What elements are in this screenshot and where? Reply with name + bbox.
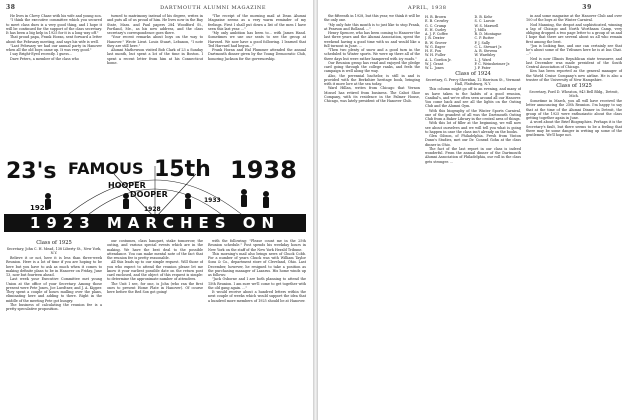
paragraph: With this biography of the Winter Sports Carnival, one of the grandest of all was the Dartmouth Outing Club from a Baker Library in the central area of things. <box>425 108 521 121</box>
paragraph: with the following: "Please count me in the 25th Reunion schedule." Post spends his weekday hours in New York on the staff of the New York Herald Tribune. <box>208 239 306 252</box>
paragraph: Glen Gibson, of Philadelphia. Fresh from Vinton Dunn's Studies, met our Dr. Conrad Gohn at the class dinner in Ohio. <box>425 134 521 147</box>
paragraph: "Jon is looking fine, and one can certainly see that he's about some of the Tribunes here he is at Inn Chat. ..." <box>526 43 622 57</box>
paragraph: "Last February we had our annual party in Hanover when all the old boys came up. It was very good." <box>6 43 102 52</box>
roster-name: J. Mills <box>474 27 487 32</box>
secretary-line: Secretary, John C. H. Mead, 138 Liberty St., New York, N.Y. <box>6 246 102 255</box>
left-upper-column-2 <box>107 14 203 150</box>
class-heading: Class of 1924 <box>455 71 491 78</box>
left-lower-column-1 <box>6 239 102 417</box>
roster-name: W. L. Jones <box>425 66 444 70</box>
roster-name: L. J. Ward <box>474 57 492 62</box>
right-column-2 <box>425 14 521 417</box>
paragraph: The business of calculating the reunion fee is a pretty speculative proposition. <box>6 302 102 311</box>
paragraph: Ward Hillan, writes from Chicago that Vernon Mossel has retired from business. The Cabot Shoe Company, with its residence in the Palmer House, Chicago, was lately president of the Hanover Club. <box>324 86 420 103</box>
paragraph: Also, the perennial bachelor, is still in and is provided with the Berkshire heritage book, bringing with it more lore at the sea today. <box>324 73 420 86</box>
paragraph: "Jack Osborne and I are both planning to attend the 15th Reunion. I am sure we'll come to get together with the old gang again. ..." <box>208 277 306 290</box>
roster-name: E. H. Curley <box>425 27 447 32</box>
paragraph: With this lot of filler at the beginning, we will now see about ourselves and we will tell you what is going to happen in case the class isn't already on the books. <box>425 121 521 134</box>
banner-word-dooper: DOOPER <box>130 190 168 199</box>
banner-word-1938: 1938 <box>230 156 297 184</box>
paragraph: "My only fate this month is to just like to stop Frank, at Pearson and Rolland. ..." <box>324 22 420 31</box>
paragraph: "Your recent remarks about boys on the way to Hanover." Wrote Lieut. Louis Stuart, Lebanon, "I note they are still here." <box>107 35 203 48</box>
left-page <box>0 0 313 420</box>
roster-name: H. E. Fox <box>425 49 441 53</box>
roster-name: W. S. Maxwell <box>474 23 499 28</box>
paragraph: "Then two plenty of snow and a good turn in the scheduled to Winter sports. We were up there all of the three days but were rather hampered with icy roads." <box>324 48 420 61</box>
banner-year-1933: 1933 <box>204 197 221 204</box>
roster-name: A. L. Gordon Jr. <box>425 57 452 62</box>
banner-marches-on: 1923 MARCHES ON <box>4 214 306 232</box>
paragraph: the fifteenth in 1928, but this year, we think it will be the only one. <box>324 14 420 23</box>
roster-name: S. C. Lavoie <box>474 19 495 24</box>
paragraph: our costumes, class banquet, stake tomorrow, the outing, and various special events which are in the making. We have the best deal to the possible attendance. You can make mental note of the fact that the reunion fee is pretty reasonable. <box>107 239 203 260</box>
paragraph: A word about the Brief Biographies. Perhaps it is the Secretary's fault, but there seems to be a feeling that there may be some danger in writing up some of the gentlemen. We'll hope not. <box>526 120 622 137</box>
paragraph: "My only ambition has been to... with James Hand. Sometimes we use our seats to see the group at Harvard. We now have a good following. I learned that Ted Harvard had begun..." <box>208 31 306 48</box>
paragraph: The Unit I see, for one, is John (who ran the first ones to present Home Plate in Hanover). Of course here before the Red Sox got going! <box>107 281 203 294</box>
paragraph: Our Reunion group has read and enjoyed the pledge card going through the college ranks, and feels the campaign is well along the way. <box>324 60 420 74</box>
paragraph: turned to matrimony instead of his degree, writes in and puts all of us proud of him. He lives now in the Bay State, Mass. and Paul papers 284 Woodford St., Portland, Me., as his new address, and the class secretary's correspondence goes there. <box>107 14 203 35</box>
left-upper-column-3 <box>208 14 306 150</box>
paragraph: "The receipt of the morning mail at Dean Alumni Magazine seems as a very warm reminder of my feelings. First I shall put down a list of the men I have seen this last year. ..." <box>208 14 306 31</box>
banner-word-hooper: HOOPER <box>108 181 146 190</box>
paragraph: This morning's mail also brings news of Chuck Cobb. For a number of years Chuck was with William Taylor Sons & Co., department store of Cleveland, Ohio. Last December, however, he resigned to take a position as the purchasing manager of Lazarus. His home winds up as follows: <box>208 251 306 277</box>
class-roster <box>425 15 521 70</box>
roster-name: D. B. Kehr <box>474 15 493 19</box>
roster-name: C. L. Stewart Jr. <box>474 44 502 49</box>
reunion-banner <box>4 152 306 236</box>
paragraph: Henry Spencer, who has been coming to Hanover the last three years and the Alumni Association, spent the weekend having a good time with us and would like a full turnout in June. ... <box>324 31 420 48</box>
paragraph: I say Bright-Eyed recently. I guess... <box>10 52 73 57</box>
class-heading: Class of 1925 <box>556 83 592 89</box>
right-column-1 <box>324 14 420 417</box>
roster-name: P. J. Sally <box>474 40 490 45</box>
left-lower-column-3 <box>208 239 306 417</box>
paragraph: The fact of the last report in our class is indeed wonderful. From the annual dinner of the Dartmouth Alumni Association of Philadelphia, our roll in the class gets stronger. ... <box>425 146 521 164</box>
paragraph: Ned is now Illinois Republican state treasurer, and last December was made president of the South Central Association of Chicago. <box>526 56 622 69</box>
banner-word-15th: 15th <box>154 157 211 182</box>
paragraph: Sometime in March, you all will have received the letter announcing the 25th Reunion. I'm happy to say that at the time of the Alumni Dinner in Detroit, the group of the 1925 were enthusiastic about the class getting together again in June. <box>526 99 622 120</box>
paragraph: Last week your Executive Committee met young Union at the office of your Secretary. Among those present were Pete Jones, Joe Luedtner, and J. A. Kipper. They spent a couple of hours mulling over the plans, eliminating here and adding to there. Right in the middle of the meeting Pete got hungry. <box>6 277 102 303</box>
paragraph: It would receive about a hundred letters within the next couple of weeks which would support the idea that a hundred more members of 1925 should be at Hanover. <box>208 290 306 303</box>
paragraph: Frank Horan and Hal Plummer attended the annual Dartmouth dinner given by the Young Democratic Club, honoring Jackson for the governorship. <box>208 48 306 61</box>
roster-name: J. R. Dexter <box>425 36 445 41</box>
roster-name: E. B. Crowley <box>425 19 449 24</box>
roster-name: P. C. Weinsheimer Jr. <box>474 61 510 66</box>
left-running-head <box>6 4 266 11</box>
paragraph: Believe it or not, here it is less than three-week Reunion. Here is a lot of time if you are hoping to be here but you have to ask as much when it comes to making definite plans to be in Hanover on Friday, June 13, now but fourteen ahead. <box>6 256 102 277</box>
paragraph: in and some magazine at the Hanover Club and over 100 of the boys at the Winter Carnival. <box>526 14 622 23</box>
paragraph: He lives in Chevy Chase with his wife and young son. <box>10 14 102 18</box>
secretary-line: Secretary, G. Percy Sheridan, 12 Harrison St., Vermont Hall, Plattsburg, N.Y. <box>425 77 521 86</box>
paragraph: All this leads up to our simple request. Will those of you who expect to attend the reunion please let me know it your earliest possible date on the return post card enclosed, and the object of this request is simple: to determine the approximate number of attendees. <box>107 260 203 282</box>
roster-name: C. P. Rutter <box>474 36 494 41</box>
roster-name: G. C. Crump <box>425 23 447 28</box>
secretary-line: Secretary, Ford D. Wheaton, 943 Bell Bldg., Detroit, Mich. <box>529 89 619 98</box>
paragraph: This column might go off to an evening, and many of us have taken to the habits of a good reunion, Canibal's, and we're often seen around all our Hanover. You come back and see all the lights on the Outing Club and the Alumni Gym. <box>425 87 521 109</box>
left-magazine-title: DARTMOUTH ALUMNI MAGAZINE <box>160 5 267 11</box>
right-column-3 <box>526 14 622 417</box>
right-issue-date: APRIL, 1938 <box>408 5 447 11</box>
paragraph: "I think the executive committee which you secured to meet class dues is a very good thing, and I hope it will be continued for the support of the class secretary. It has been a big help in 1925 for it is a long way off." <box>6 18 102 35</box>
banner-year-1923: 1923 <box>30 204 50 212</box>
banner-artwork <box>4 152 306 220</box>
roster-name: W. G. Eager <box>425 44 446 49</box>
right-page <box>318 0 628 420</box>
paragraph: Nod Manning, the despot and sophisticated, winning a lap of Chicago and North Worthsam Camp, very obliging dropped a two page letter to a group of us and I hope that there are several about us all who remain first among the best. <box>526 22 622 44</box>
banner-year-1928: 1928 <box>144 206 161 213</box>
paragraph: That proud papa, Frank Horan, sent forward a letter about the February meeting, and says his wife is well. <box>6 35 102 44</box>
roster-name: B. W. Grover <box>425 40 447 45</box>
roster-name: J. P. Pater <box>474 66 491 70</box>
paragraph: Ken has been reported as the general manager of the World Cruise Company's new airline. He is also a trustee of the University of New Hampshire. <box>526 69 622 82</box>
right-running-head <box>408 4 592 11</box>
class-heading: Class of 1925 <box>36 240 72 246</box>
left-lower-column-2 <box>107 239 203 417</box>
banner-word-23s: 23's <box>6 159 57 184</box>
roster-name: R. D. Montague <box>474 32 502 36</box>
banner-word-famous: FAMOUS <box>68 159 144 178</box>
roster-name: W. H. Fuller <box>425 53 446 58</box>
paragraph: Alumni Mathewson visited Bob Clark of 23 a Sunday last month, but spent a lot of the time in Boston. I spent a recent letter from him at his Connecticut home. <box>107 48 203 65</box>
right-page-number: 39 <box>582 4 592 11</box>
paragraph: Dave Peters, a member of the class who <box>10 56 79 61</box>
roster-name: H. B. Brown <box>425 15 446 19</box>
roster-name: A. B. Stevens <box>474 49 498 53</box>
roster-name: A. J. F. Coffee <box>425 32 448 36</box>
roster-name: W. Wardsley <box>474 53 496 58</box>
left-upper-column-1 <box>6 14 102 150</box>
left-page-number: 38 <box>6 4 16 11</box>
roster-name: W. J. Grant <box>425 61 444 66</box>
